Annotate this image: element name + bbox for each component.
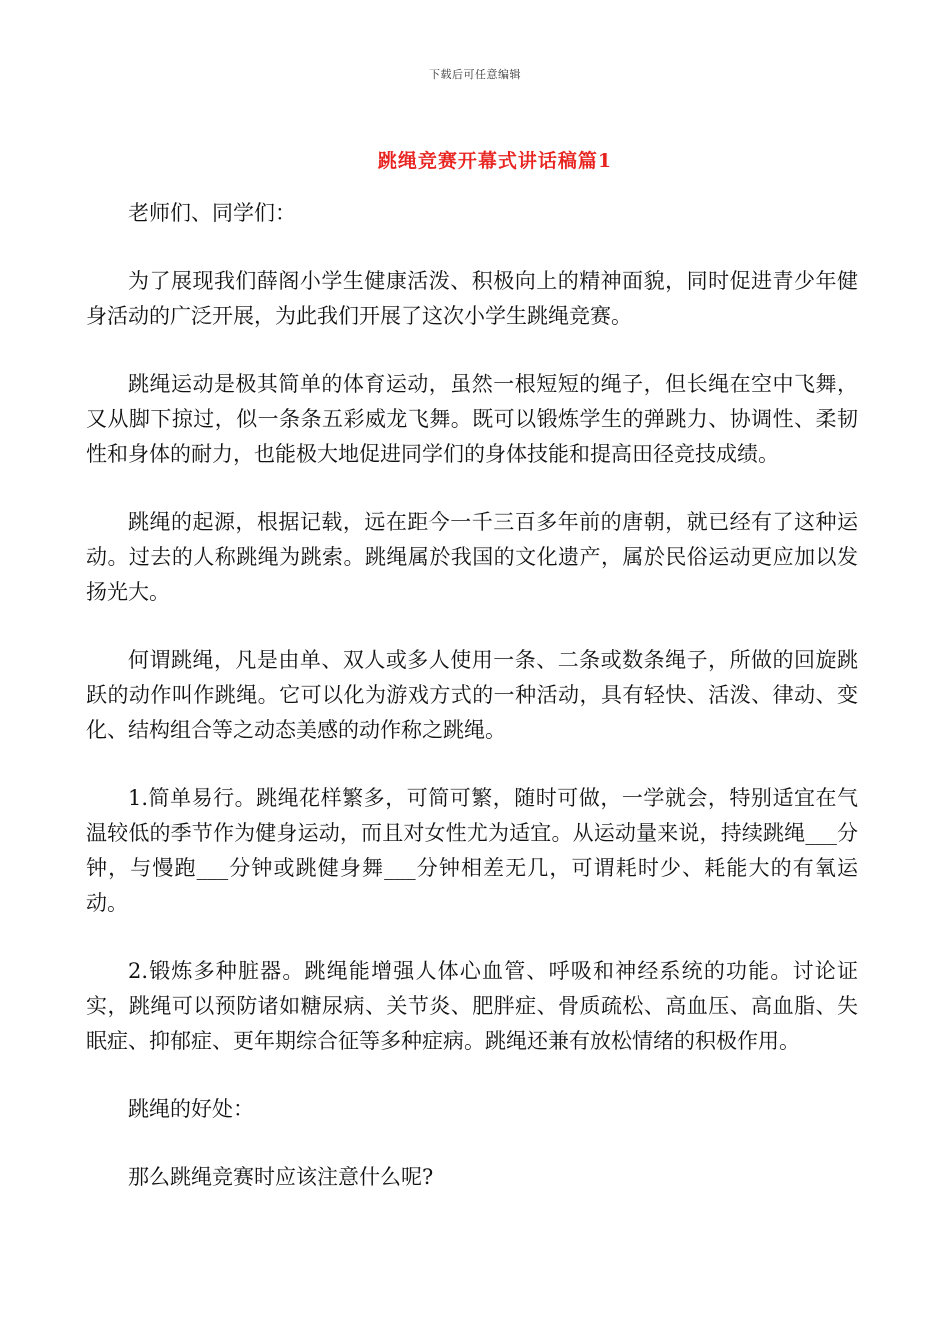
paragraph-origin: 跳绳的起源，根据记载，远在距今一千三百多年前的唐朝，就已经有了这种运动。过去的人称跳绳为跳索。跳绳属於我国的文化遗产，属於民俗运动更应加以发扬光大。	[86, 510, 858, 604]
paragraph-point-1: 1.简单易行。跳绳花样繁多，可简可繁，随时可做，一学就会，特别适宜在气温较低的季节作为健身运动，而且对女性尤为适宜。从运动量来说，持续跳绳___分钟，与慢跑___分钟或跳健身舞___分钟相差无几，可谓耗时少、耗能大的有氧运动。	[86, 786, 858, 915]
paragraph-benefits-heading: 跳绳的好处：	[128, 1097, 254, 1121]
header-note: 下载后可任意编辑	[429, 68, 521, 81]
paragraph-greeting: 老师们、同学们：	[128, 201, 296, 225]
paragraph-intro: 为了展现我们薛阁小学生健康活泼、积极向上的精神面貌，同时促进青少年健身活动的广泛开展，为此我们开展了这次小学生跳绳竞赛。	[86, 269, 858, 328]
paragraph-point-2: 2.锻炼多种脏器。跳绳能增强人体心血管、呼吸和神经系统的功能。讨论证实，跳绳可以预防诸如糖尿病、关节炎、肥胖症、骨质疏松、高血压、高血脂、失眠症、抑郁症、更年期综合征等多种症病。跳绳还兼有放松情绪的积极作用。	[86, 959, 858, 1053]
paragraph-sport-description: 跳绳运动是极其简单的体育运动，虽然一根短短的绳子，但长绳在空中飞舞，又从脚下掠过，似一条条五彩威龙飞舞。既可以锻炼学生的弹跳力、协调性、柔韧性和身体的耐力，也能极大地促进同学们的身体技能和提高田径竞技成绩。	[86, 372, 858, 466]
paragraph-definition: 何谓跳绳，凡是由单、双人或多人使用一条、二条或数条绳子，所做的回旋跳跃的动作叫作跳绳。它可以化为游戏方式的一种活动，具有轻快、活泼、律动、变化、结构组合等之动态美感的动作称之跳绳。	[86, 648, 858, 742]
paragraph-question: 那么跳绳竞赛时应该注意什么呢?	[128, 1165, 434, 1189]
document-title: 跳绳竞赛开幕式讲话稿篇1	[377, 150, 613, 172]
document-body	[86, 196, 858, 1228]
